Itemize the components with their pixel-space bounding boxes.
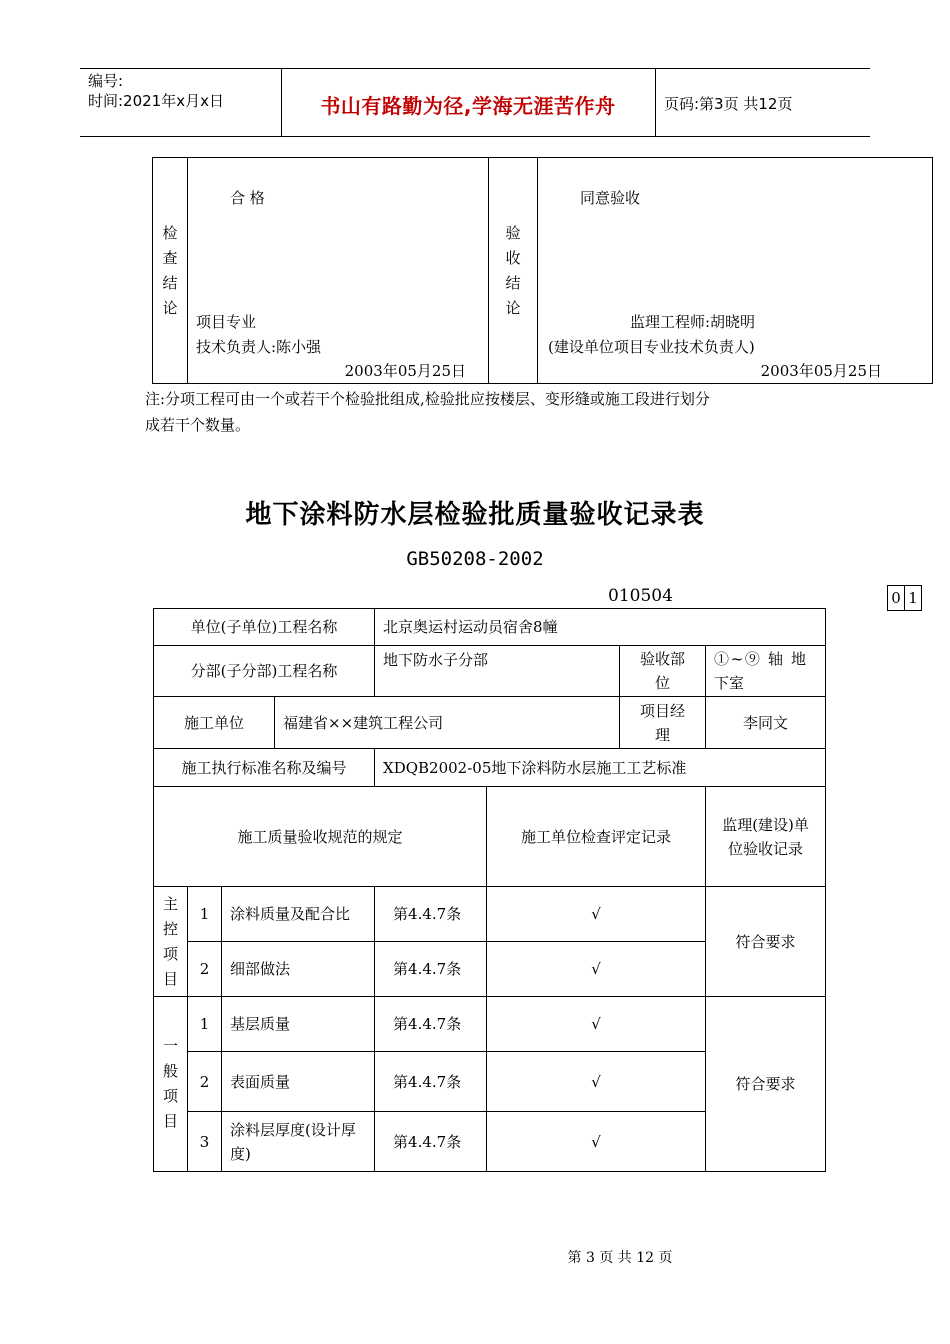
footer-page-number: 第 3 页 共 12 页 [567, 1250, 673, 1266]
item-name: 涂料层厚度(设计厚度) [222, 1112, 375, 1172]
item-clause: 第4.4.7条 [375, 887, 487, 942]
standard-code: GB50208-2002 [406, 548, 544, 570]
form-serial-digit: 1 [904, 585, 922, 611]
item-check-mark: √ [487, 942, 706, 997]
accept-signer-line2: (建设单位项目专业技术负责人) [548, 338, 755, 356]
exec-standard-label: 施工执行标准名称及编号 [154, 749, 375, 787]
contractor-value: 福建省××建筑工程公司 [275, 697, 620, 749]
note-line2: 成若干个数量。 [145, 416, 251, 434]
supervisor-header: 监理(建设)单位验收记录 [706, 787, 826, 887]
general-result: 符合要求 [706, 997, 826, 1172]
main-result: 符合要求 [706, 887, 826, 997]
header-bottom-rule [80, 136, 870, 137]
conclusion-table [152, 157, 933, 384]
unit-project-label: 单位(子单位)工程名称 [154, 609, 375, 646]
main-group-label: 主控项目 [162, 894, 178, 988]
header-time: 时间:2021年x月x日 [88, 92, 224, 110]
contractor-label: 施工单位 [154, 697, 275, 749]
item-name: 基层质量 [222, 997, 375, 1052]
unit-project-value: 北京奥运村运动员宿舍8幢 [375, 609, 826, 646]
main-group-cell [154, 887, 188, 997]
item-clause: 第4.4.7条 [375, 997, 487, 1052]
header-top-rule [80, 68, 870, 69]
header-divider [655, 68, 656, 136]
item-clause: 第4.4.7条 [375, 1112, 487, 1172]
accept-conclusion-label-cell [489, 158, 538, 384]
record-table [153, 608, 826, 1172]
accept-part-label: 验收部位 [620, 646, 706, 697]
item-name: 涂料质量及配合比 [222, 887, 375, 942]
item-check-mark: √ [487, 1052, 706, 1112]
header-motto: 书山有路勤为径,学海无涯苦作舟 [320, 94, 616, 118]
item-no: 2 [188, 1052, 222, 1112]
table-row [154, 997, 826, 1052]
division-value: 地下防水子分部 [375, 646, 620, 697]
manager-value: 李同文 [706, 697, 826, 749]
item-name: 细部做法 [222, 942, 375, 997]
check-conclusion-label: 检查结论 [162, 223, 178, 317]
item-clause: 第4.4.7条 [375, 942, 487, 997]
check-signer-line2: 技术负责人:陈小强 [196, 338, 322, 356]
accept-result: 同意验收 [580, 189, 641, 207]
item-no: 3 [188, 1112, 222, 1172]
header-number: 编号: [88, 72, 124, 90]
form-title: 地下涂料防水层检验批质量验收记录表 [245, 500, 705, 530]
check-date: 2003年05月25日 [344, 362, 466, 380]
form-code: 010504 [608, 586, 673, 606]
manager-label: 项目经理 [620, 697, 706, 749]
check-signer-line1: 项目专业 [196, 313, 257, 331]
check-conclusion-label-cell [153, 158, 188, 384]
item-no: 2 [188, 942, 222, 997]
general-group-cell [154, 997, 188, 1172]
check-header: 施工单位检查评定记录 [487, 787, 706, 887]
item-check-mark: √ [487, 997, 706, 1052]
check-result: 合 格 [230, 189, 265, 207]
item-no: 1 [188, 887, 222, 942]
exec-standard-value: XDQB2002-05地下涂料防水层施工工艺标准 [375, 749, 826, 787]
check-conclusion-cell [188, 158, 489, 384]
item-no: 1 [188, 997, 222, 1052]
accept-part-value: ①~⑨ 轴 地下室 [706, 646, 826, 697]
general-group-label: 一般项目 [162, 1037, 178, 1130]
note [145, 386, 710, 438]
header-page: 页码:第3页 共12页 [664, 95, 793, 113]
table-row [154, 887, 826, 942]
division-label: 分部(子分部)工程名称 [154, 646, 375, 697]
spec-header: 施工质量验收规范的规定 [154, 787, 487, 887]
item-name: 表面质量 [222, 1052, 375, 1112]
accept-conclusion-label: 验收结论 [505, 223, 521, 317]
item-clause: 第4.4.7条 [375, 1052, 487, 1112]
accept-signer-line1: 监理工程师:胡晓明 [630, 313, 756, 331]
item-check-mark: √ [487, 1112, 706, 1172]
accept-date: 2003年05月25日 [760, 362, 882, 380]
form-serial-digit: 0 [887, 585, 905, 611]
item-check-mark: √ [487, 887, 706, 942]
note-line1: 注:分项工程可由一个或若干个检验批组成,检验批应按楼层、变形缝或施工段进行划分 [145, 390, 710, 408]
accept-conclusion-cell [538, 158, 933, 384]
